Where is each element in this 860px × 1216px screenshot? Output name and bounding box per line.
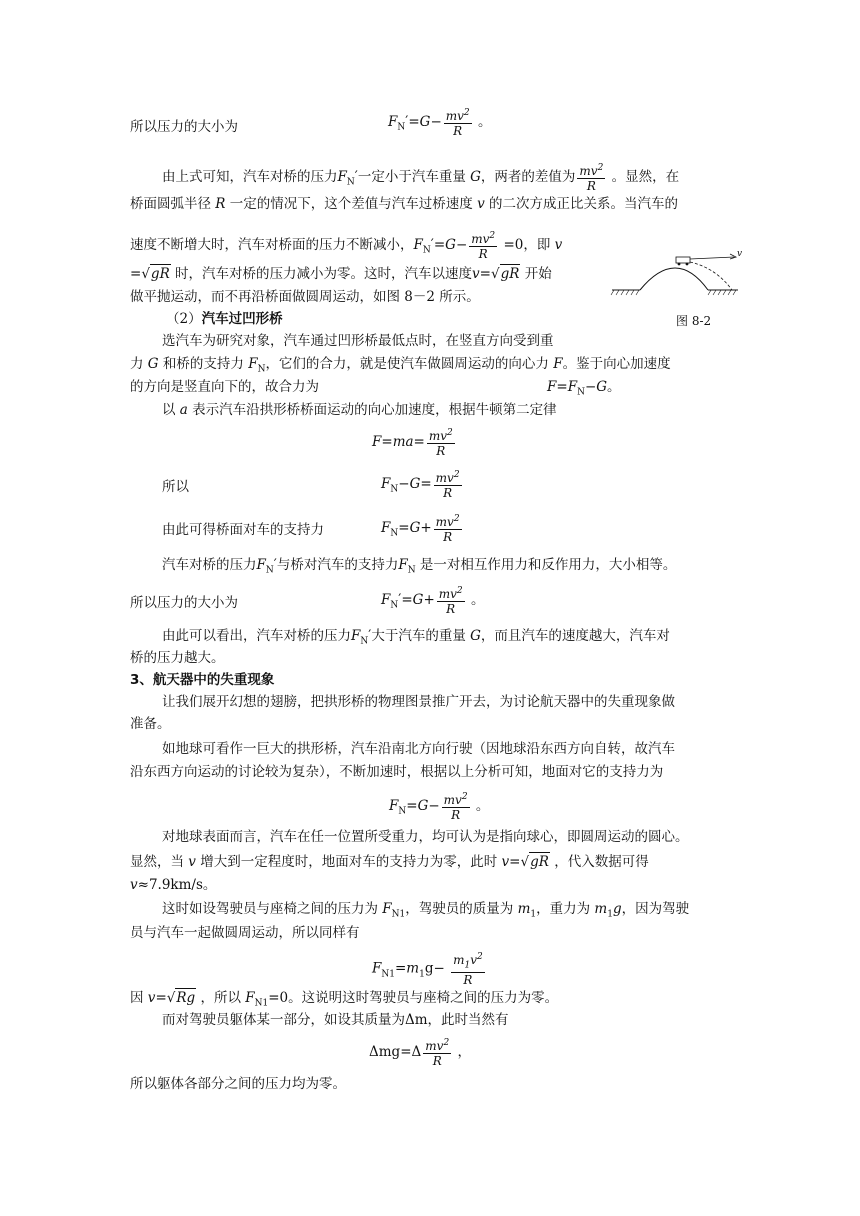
text-line: 做平抛运动，而不再沿桥面做圆周运动，如图 8－2 所示。: [130, 289, 480, 305]
svg-text:v: v: [737, 249, 743, 259]
text-line: 如地球可看作一巨大的拱形桥，汽车沿南北方向行驶（因地球沿东西方向自转，故汽车: [162, 741, 675, 757]
text-line: 所以压力的大小为: [130, 595, 238, 611]
text-line: 桥面圆弧半径 R 一定的情况下，这个差值与汽车过桥速度 v 的二次方成正比关系。当汽车的: [130, 196, 678, 212]
text-line: =√gR 时，汽车对桥的压力减小为零。这时，汽车以速度v=√gR 开始: [130, 266, 552, 282]
formula: $F_N'=G-$ $\frac{mv^2}{R}$ 。: [388, 108, 492, 138]
text-line: 对地球表面而言，汽车在任一位置所受重力，均可认为是指向球心，即圆周运动的圆心。: [162, 829, 689, 845]
text-line: 显然，当 v 增大到一定程度时，地面对车的支持力为零，此时 v=√gR ，代入数据可得: [130, 854, 649, 870]
text-line: 力 G 和桥的支持力 $F_N$，它们的合力，就是使汽车做圆周运动的向心力 F。鉴于向心加速度: [130, 356, 671, 375]
text-line: 由此可得桥面对车的支持力: [162, 522, 324, 538]
text-line: 所以躯体各部分之间的压力均为零。: [130, 1076, 346, 1092]
formula: Δmg=Δ $\frac{mv^2}{R}$ ，: [369, 1038, 471, 1068]
text-line: 准备。: [130, 716, 171, 732]
text-line: 以 a 表示汽车沿拱形桥桥面运动的向心加速度，根据牛顿第二定律: [162, 402, 557, 418]
formula: $F=F_N-G$。: [547, 379, 621, 398]
formula: $F_N-G=$ $\frac{mv^2}{R}$: [381, 470, 460, 500]
formula: $F_{N1}=m_1g-$ $\frac{m_1v^2}{R}$: [372, 952, 483, 988]
text-line: 由上式可知，汽车对桥的压力$F_N'$一定小于汽车重量 G，两者的差值为 $\frac{mv^2}{R}$ 。显然，在: [162, 163, 680, 193]
text-line: 选汽车为研究对象，汽车通过凹形桥最低点时，在竖直方向受到重: [162, 333, 554, 349]
text-line: 由此可以看出，汽车对桥的压力$F_N'$大于汽车的重量 G，而且汽车的速度越大，汽车对: [162, 628, 670, 647]
formula: F=ma= $\frac{mv^2}{R}$: [372, 428, 453, 458]
text-line: v≈7.9km/s。: [130, 877, 217, 893]
formula: $F_N'=G+$ $\frac{mv^2}{R}$ 。: [381, 586, 485, 616]
text-line: 所以: [162, 479, 189, 495]
text-line: 而对驾驶员躯体某一部分，如设其质量为Δm，此时当然有: [162, 1012, 509, 1028]
formula: $F_N=G-$ $\frac{mv^2}{R}$ 。: [389, 792, 490, 822]
text-line: 桥的压力越大。: [130, 650, 225, 666]
figure-caption: 图 8-2: [676, 314, 712, 328]
formula: $F_N=G+$ $\frac{mv^2}{R}$: [381, 514, 460, 544]
section-title: 3、航天器中的失重现象: [130, 672, 275, 688]
text-line: 员与汽车一起做圆周运动，所以同样有: [130, 925, 360, 941]
section-title: （2）汽车过凹形桥: [166, 311, 283, 327]
figure-arch-bridge: [610, 248, 743, 298]
text-line: 速度不断增大时，汽车对桥面的压力不断减小，$F_N'=G-$ $\frac{mv^2}{R}$ =0，即 v: [130, 231, 563, 261]
text-line: 的方向是竖直向下的，故合力为: [130, 379, 319, 395]
text-line: 因 v=√Rg ，所以 $F_{N1}=0$。这说明这时驾驶员与座椅之间的压力为零。: [130, 990, 559, 1009]
text-line: 这时如设驾驶员与座椅之间的压力为 $F_{N1}$，驾驶员的质量为 $m_1$，重力为 $m_1g$，因为驾驶: [162, 901, 690, 920]
text-line: 汽车对桥的压力$F_N'$与桥对汽车的支持力$F_N$ 是一对相互作用力和反作用力，大小相等。: [162, 557, 677, 576]
text-line: 让我们展开幻想的翅膀，把拱形桥的物理图景推广开去，为讨论航天器中的失重现象做: [162, 694, 675, 710]
text-line: 所以压力的大小为: [130, 119, 238, 135]
text-line: 沿东西方向运动的讨论较为复杂），不断加速时，根据以上分析可知，地面对它的支持力为: [130, 764, 664, 780]
